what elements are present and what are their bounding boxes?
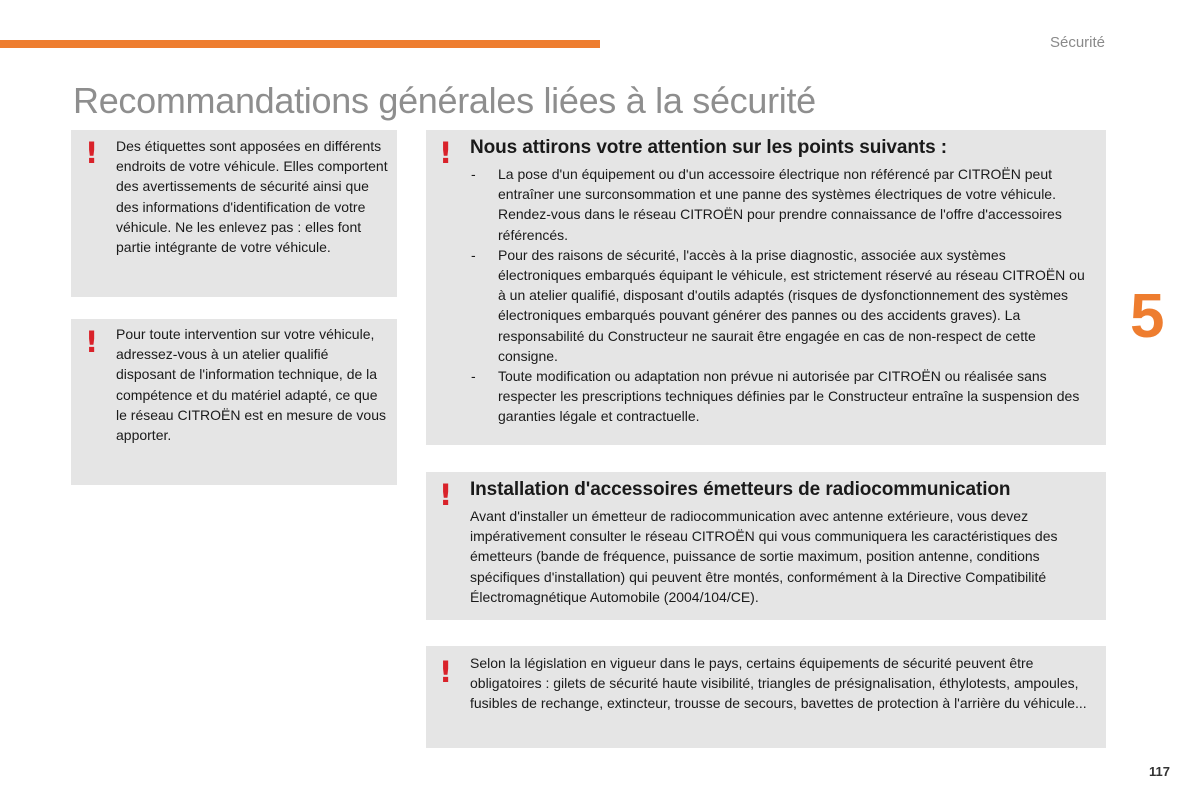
- section-name: Sécurité: [1049, 34, 1105, 51]
- warning-text: Pour toute intervention sur votre véhicule, adressez-vous à un atelier qualifié disposant de l'information technique, de la compétence et du matériel adapté, ce que le réseau CITROËN est en mesure de vous apporter.: [116, 326, 387, 444]
- list-item-text: Toute modification ou adaptation non prévue ni autorisée par CITROËN ou réalisée sans respecter les prescriptions techniques définies par le Constructeur entraîne la suspension des garanties légale et contractuelle.: [498, 368, 1080, 425]
- box-heading: Installation d'accessoires émetteurs de radiocommunication: [470, 479, 1011, 500]
- chapter-number: 5: [1130, 282, 1165, 351]
- attention-list: [471, 164, 1086, 427]
- warning-text: Selon la législation en vigueur dans le pays, certains équipements de sécurité peuvent être obligatoires : gilets de sécurité haute visibilité, triangles de présignalisation, éthylotests, ampoules, fusibles de rechange, extincteur, trousse de secours, bavettes de protection à l'arrière du véhicule...: [470, 655, 1087, 712]
- list-item: [471, 164, 1086, 245]
- warning-icon: !: [439, 478, 453, 512]
- header-accent-bar: [0, 40, 600, 48]
- page-number: 117: [1149, 764, 1170, 779]
- list-item: [471, 366, 1086, 427]
- warning-box-legislation: [426, 646, 1106, 748]
- warning-icon: !: [439, 655, 453, 689]
- box-heading: Nous attirons votre attention sur les points suivants :: [470, 137, 947, 158]
- warning-icon: !: [85, 136, 99, 170]
- warning-box-attention: [426, 130, 1106, 445]
- page-title: Recommandations générales liées à la sécurité: [73, 80, 816, 121]
- list-dash: -: [471, 166, 476, 182]
- warning-icon: !: [85, 325, 99, 359]
- list-item-text: Pour des raisons de sécurité, l'accès à la prise diagnostic, associée aux systèmes électroniques embarqués équipant le véhicule, est strictement réservé au réseau CITROËN ou à un atelier qualifié, disposant d'outils adaptés (risques de dysfonctionnement des systèmes électroniques embarqués pouvant générer des pannes ou des accidents graves). La responsabilité du Constructeur ne saurait être engagée en cas de non-respect de cette consigne.: [498, 246, 1085, 364]
- warning-icon: !: [439, 136, 453, 170]
- warning-box-labels: [71, 130, 397, 297]
- list-item: [471, 245, 1086, 366]
- warning-box-radio: [426, 472, 1106, 620]
- warning-text: Des étiquettes sont apposées en différents endroits de votre véhicule. Elles comportent des avertissements de sécurité ainsi que des informations d'identification de votre véhicule. Ne les enlevez pas : elles font partie intégrante de votre véhicule.: [116, 138, 388, 256]
- warning-box-intervention: [71, 319, 397, 485]
- list-dash: -: [471, 246, 476, 263]
- list-dash: -: [471, 368, 476, 385]
- warning-text: Avant d'installer un émetteur de radiocommunication avec antenne extérieure, vous devez impérativement consulter le réseau CITROËN qui vous communiquera les caractéristiques des émetteurs (bande de fréquence, puissance de sortie maximum, position antenne, conditions spécifiques d'installation) qui peuvent être montés, conformément à la Directive Compatibilité Électromagnétique Automobile (2004/104/CE).: [470, 508, 1058, 605]
- list-item-text: La pose d'un équipement ou d'un accessoire électrique non référencé par CITROËN peut entraîner une surconsommation et une panne des systèmes électriques de votre véhicule. Rendez-vous dans le réseau CITROËN pour prendre connaissance de l'offre d'accessoires référencés.: [498, 166, 1062, 243]
